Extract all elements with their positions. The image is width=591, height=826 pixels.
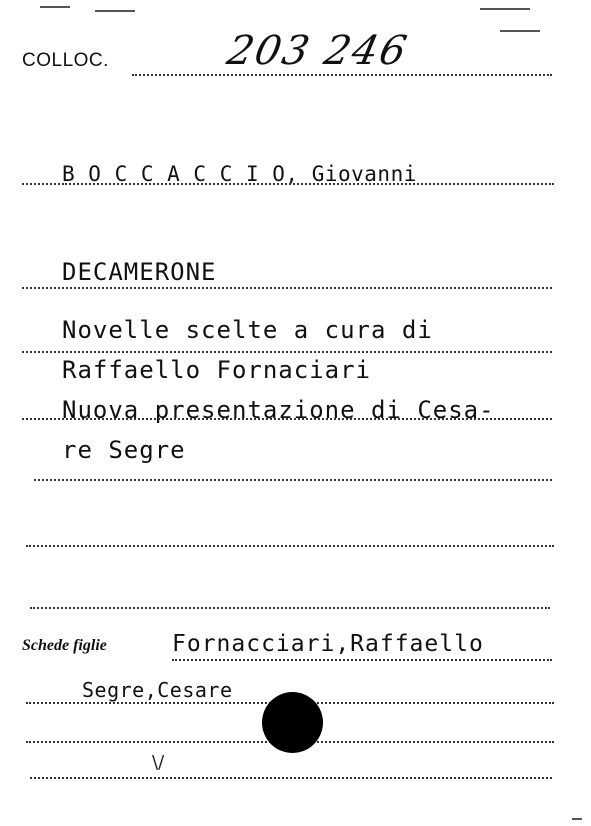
colloc-label: COLLOC. [22, 50, 109, 71]
edge-speck [480, 8, 530, 10]
description-line: re Segre [62, 436, 186, 464]
description-line: Novelle scelte a cura di [62, 316, 433, 344]
edge-speck [572, 818, 582, 820]
child-card-entry: Fornacciari,Raffaello [172, 631, 484, 657]
punch-hole [262, 692, 323, 753]
child-cards-label: Schede figlie [22, 637, 107, 654]
author-name: B O C C A C C I O, Giovanni [62, 162, 417, 186]
title-rule [22, 287, 552, 289]
description-line: Raffaello Fornaciari [62, 356, 371, 384]
blank-rule [34, 479, 552, 481]
edge-speck [40, 6, 70, 8]
description-rule [22, 418, 552, 420]
blank-rule [30, 777, 552, 779]
child-card-entry: Segre,Cesare [82, 678, 233, 702]
description-rule [22, 351, 552, 353]
description-line: Nuova presentazione di Cesa- [62, 396, 495, 424]
child-rule [172, 659, 552, 661]
colloc-shelfmark: 203 246 [223, 28, 413, 74]
author-rule-left [22, 183, 60, 185]
handwritten-mark: \/ [152, 752, 165, 773]
blank-rule [30, 607, 550, 609]
blank-rule [26, 545, 554, 547]
colloc-rule [132, 74, 552, 76]
edge-speck [95, 10, 135, 12]
work-title: DECAMERONE [62, 258, 217, 286]
edge-speck [500, 30, 540, 32]
author-rule [62, 183, 554, 185]
